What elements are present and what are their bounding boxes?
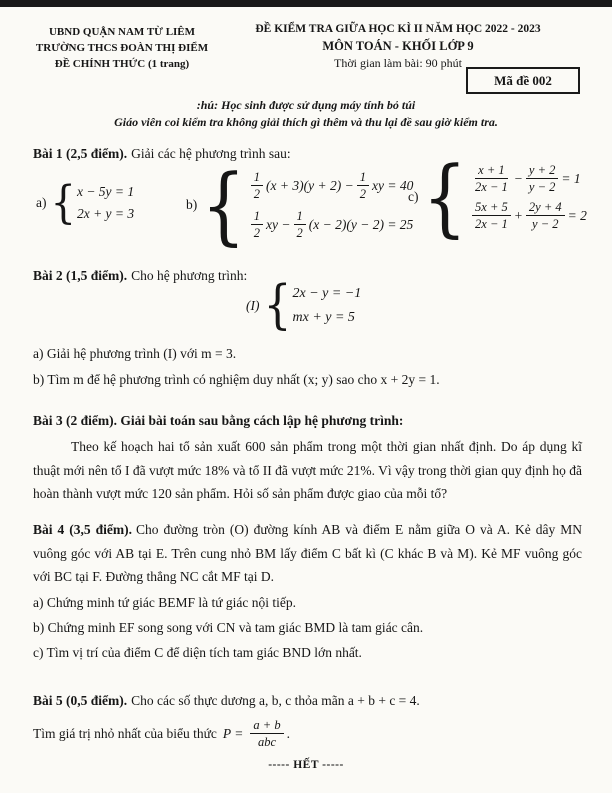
note-line-2: Giáo viên coi kiểm tra không giải thích gì thêm và thu lại đề sau giờ kiểm tra. <box>114 115 498 129</box>
fraction-denominator: abc <box>257 735 277 749</box>
fraction-denominator: 2 <box>359 187 366 201</box>
bai2-title <box>33 268 247 284</box>
left-brace-glyph: { <box>422 147 468 247</box>
equation-term: xy = 40 <box>371 177 414 193</box>
scan-top-edge <box>0 0 612 7</box>
fraction <box>526 163 558 194</box>
org-name: UBND QUẬN NAM TỪ LIÊM <box>48 26 196 38</box>
equation: 2x − y = −1 <box>292 286 362 301</box>
system-I-label: (I) <box>246 298 260 313</box>
system-c-equations <box>469 160 587 234</box>
fraction <box>251 209 263 240</box>
system-c-label: c) <box>408 189 419 204</box>
exam-subject: MÔN TOÁN - KHỐI LỚP 9 <box>322 39 474 53</box>
bai1-title <box>33 146 291 162</box>
left-brace-glyph: { <box>50 177 76 229</box>
bai4-title-label: Bài 4 (3,5 điểm). <box>33 522 132 537</box>
equation: mx + y = 5 <box>292 310 355 325</box>
bai2-question-b: b) Tìm m để hệ phương trình có nghiệm duy nhất (x; y) sao cho x + 2y = 1. <box>33 372 440 387</box>
bai3-body: Theo kế hoạch hai tổ sản xuất 600 sản phẩm trong một thời gian nhất định. Do áp dụng kĩ thuật mới nên tổ I đã vượt mức 18% và tổ II đã vượt mức 21%. Vì vậy trong thời gian quy định họ đã hoàn thành vượt mức 120 sản phẩm. Hỏi số sản phẩm được giao của mỗi tổ? <box>33 439 582 501</box>
p-equals: P = <box>222 725 244 741</box>
operator: + <box>513 207 523 223</box>
school-name: TRƯỜNG THCS ĐOÀN THỊ ĐIỂM <box>35 42 209 54</box>
fraction-numerator: 1 <box>251 209 263 225</box>
bai5-intro-text: Cho các số thực dương a, b, c thỏa mãn a + b + c = 4. <box>131 693 420 708</box>
operator: − <box>513 170 523 186</box>
fraction-denominator: 2 <box>253 187 261 201</box>
bai2-question-a: a) Giải hệ phương trình (I) với m = 3. <box>33 346 237 361</box>
fraction <box>294 209 306 240</box>
equation: 2x + y = 3 <box>76 206 135 221</box>
system-a-equations <box>77 181 134 225</box>
fraction-denominator: 2x − 1 <box>475 180 508 194</box>
equation-term: (x + 3)(y + 2) − <box>266 177 354 193</box>
left-brace-glyph: { <box>263 275 292 336</box>
fraction-numerator: x + 1 <box>475 163 507 179</box>
bai1-title-label: Bài 1 (2,5 điểm). <box>33 146 128 161</box>
bai4-question-b: b) Chứng minh EF song song với CN và tam giác BMD là tam giác cân. <box>33 620 424 635</box>
system-b-label: b) <box>186 197 198 212</box>
bai5-title <box>33 693 420 709</box>
fraction <box>526 200 565 231</box>
system-b-equations <box>248 166 414 244</box>
equation <box>248 170 414 201</box>
fraction-denominator: y − 2 <box>532 217 559 231</box>
fraction-numerator: 2y + 4 <box>526 200 565 216</box>
fraction <box>250 718 283 749</box>
fraction-denominator: 2 <box>253 226 261 240</box>
left-brace-glyph: { <box>201 155 246 255</box>
note-line-1: :hú: Học sinh được sử dụng máy tính bỏ túi <box>196 98 416 112</box>
bai5-line2 <box>33 718 290 749</box>
system-I-equations <box>293 282 362 330</box>
fraction-numerator: y + 2 <box>526 163 558 179</box>
equation <box>469 163 587 194</box>
bai2-title-text: Cho hệ phương trình: <box>131 268 248 283</box>
bai4-intro-text: Cho đường tròn (O) đường kính AB và điểm E nằm giữa O và A. Kẻ dây MN vuông góc với AB tại E. Trên cung nhỏ BM lấy điểm C bất kì (C khác B và M). Kẻ MF vuông góc với BC tại F. Đường thẳng NC cắt MF tại D. <box>33 522 582 584</box>
fraction-denominator: 2 <box>296 226 303 240</box>
system-b <box>186 155 414 255</box>
bai5-line2-text: Tìm giá trị nhỏ nhất của biểu thức <box>33 725 217 741</box>
fraction-denominator: 2x − 1 <box>475 217 508 231</box>
fraction <box>357 170 369 201</box>
bai4-intro <box>33 518 582 589</box>
fraction <box>472 200 511 231</box>
fraction-numerator: 1 <box>251 170 263 186</box>
fraction-numerator: 1 <box>357 170 369 186</box>
equation <box>248 209 414 240</box>
fraction <box>472 163 511 194</box>
fraction-denominator: y − 2 <box>528 180 556 194</box>
header-right <box>228 21 568 71</box>
fraction-numerator: 1 <box>294 209 306 225</box>
sentence-period: . <box>286 725 290 741</box>
bai5-title-label: Bài 5 (0,5 điểm). <box>33 693 128 708</box>
end-marker: ----- HẾT ----- <box>268 759 344 771</box>
equation-term: xy − <box>266 216 291 232</box>
exam-duration: Thời gian làm bài: 90 phút <box>334 56 462 70</box>
exam-notes <box>0 97 612 131</box>
bai1-title-text: Giải các hệ phương trình sau: <box>131 146 291 161</box>
equation-rhs: = 2 <box>567 207 587 223</box>
equation: x − 5y = 1 <box>76 184 135 199</box>
system-I <box>246 275 362 336</box>
system-a <box>36 177 135 229</box>
official-exam-label: ĐỀ CHÍNH THỨC (1 trang) <box>54 58 190 70</box>
bai4-question-c: c) Tìm vị trí của điểm C để diện tích tam giác BND lớn nhất. <box>33 645 362 660</box>
header-left <box>26 24 218 72</box>
system-c <box>408 147 587 247</box>
system-a-label: a) <box>36 195 47 210</box>
fraction <box>251 170 263 201</box>
bai4-question-a: a) Chứng minh tứ giác BEMF là tứ giác nội tiếp. <box>33 595 297 610</box>
equation <box>469 200 587 231</box>
equation-rhs: = 1 <box>561 170 581 186</box>
exam-code-box <box>466 67 580 94</box>
equation-term: (x − 2)(y − 2) = 25 <box>308 216 414 232</box>
fraction-numerator: 5x + 5 <box>472 200 511 216</box>
exam-title: ĐỀ KIỂM TRA GIỮA HỌC KÌ II NĂM HỌC 2022 - 2023 <box>255 23 541 35</box>
exam-code: Mã đề 002 <box>494 72 552 88</box>
fraction-numerator: a + b <box>250 718 283 734</box>
bai2-title-label: Bài 2 (1,5 điểm). <box>33 268 128 283</box>
bai3-title: Bài 3 (2 điểm). Giải bài toán sau bằng cách lập hệ phương trình: <box>33 413 404 428</box>
